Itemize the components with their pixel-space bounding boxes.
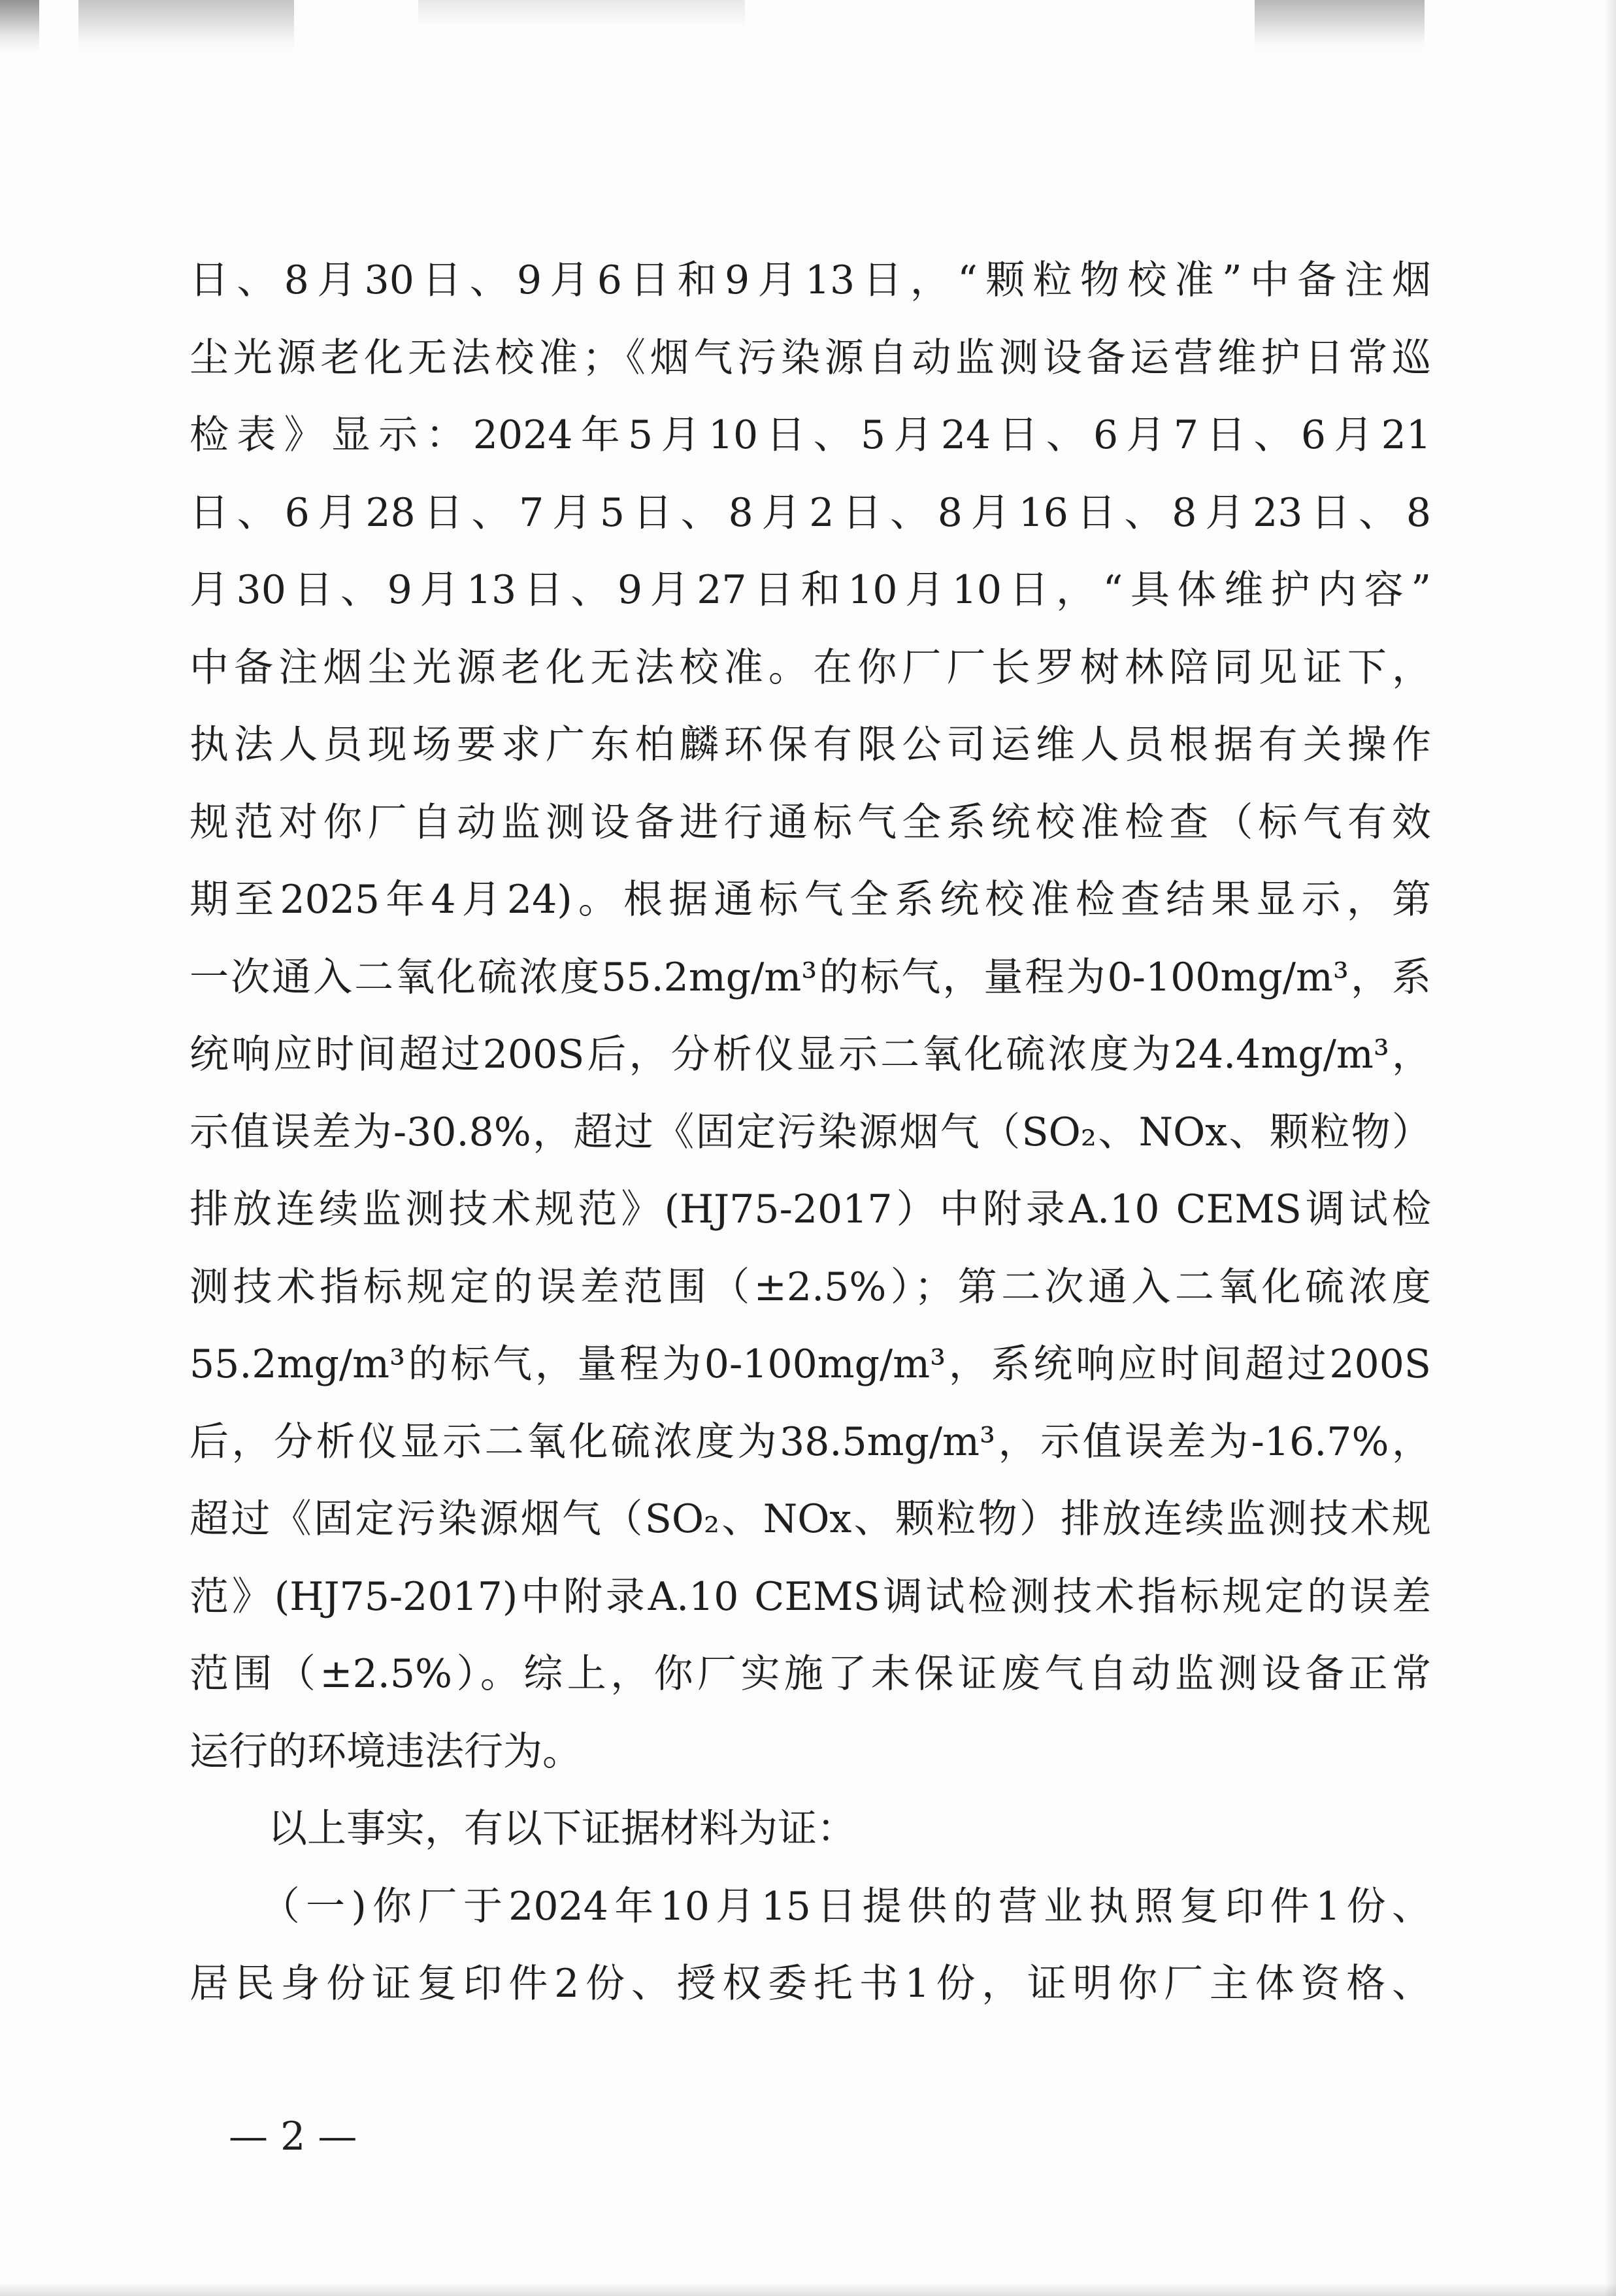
text-line: 后，分析仪显示二氧化硫浓度为38.5mg/m³，示值误差为-16.7%， <box>190 1419 1431 1465</box>
text-line: 日、6月28日、7月5日、8月2日、8月16日、8月23日、8 <box>190 489 1431 536</box>
text-line: 居民身份证复印件2份、授权委托书1份，证明你厂主体资格、 <box>190 1961 1431 2007</box>
body-text <box>190 242 1431 2023</box>
text-line: 日、8月30日、9月6日和9月13日，“颗粒物校准”中备注烟 <box>190 257 1431 303</box>
text-line: 示值误差为-30.8%，超过《固定污染源烟气（SO₂、NOx、颗粒物） <box>190 1109 1431 1155</box>
text-line: 期至2025年4月24)。根据通标气全系统校准检查结果显示，第 <box>190 877 1431 923</box>
scan-edge <box>1604 0 1616 2296</box>
text-line: 一次通入二氧化硫浓度55.2mg/m³的标气，量程为0-100mg/m³，系 <box>190 954 1431 1000</box>
text-line: 55.2mg/m³的标气，量程为0-100mg/m³，系统响应时间超过200S <box>190 1341 1431 1387</box>
text-line: 中备注烟尘光源老化无法校准。在你厂厂长罗树林陪同见证下， <box>190 644 1431 691</box>
scan-artifact <box>418 0 745 26</box>
scan-edge <box>0 2283 1616 2296</box>
text-line: 以上事实，有以下证据材料为证： <box>190 1806 856 1852</box>
text-line: 执法人员现场要求广东柏麟环保有限公司运维人员根据有关操作 <box>190 722 1431 768</box>
text-line: 运行的环境违法行为。 <box>190 1728 582 1775</box>
text-line: 月30日、9月13日、9月27日和10月10日，“具体维护内容” <box>190 567 1431 613</box>
text-line: 排放连续监测技术规范》(HJ75-2017）中附录A.10 CEMS调试检 <box>190 1187 1431 1232</box>
text-line: 规范对你厂自动监测设备进行通标气全系统校准检查（标气有效 <box>190 799 1431 845</box>
text-line: 尘光源老化无法校准；《烟气污染源自动监测设备运营维护日常巡 <box>190 335 1431 381</box>
scan-artifact <box>0 0 39 52</box>
text-line: 范》(HJ75-2017)中附录A.10 CEMS调试检测技术指标规定的误差 <box>190 1573 1431 1620</box>
scan-artifact <box>1255 0 1425 52</box>
text-line: 范围（±2.5%）。综上，你厂实施了未保证废气自动监测设备正常 <box>190 1651 1431 1697</box>
scan-artifact <box>78 0 294 52</box>
text-line: 测技术指标规定的误差范围（±2.5%）；第二次通入二氧化硫浓度 <box>190 1264 1431 1310</box>
page-number: — 2 — <box>229 2114 357 2159</box>
text-line: 统响应时间超过200S后，分析仪显示二氧化硫浓度为24.4mg/m³， <box>190 1032 1431 1077</box>
text-line: （一)你厂于2024年10月15日提供的营业执照复印件1份、 <box>190 1883 1431 1929</box>
text-line: 检表》显示：2024年5月10日、5月24日、6月7日、6月21 <box>190 412 1431 458</box>
text-line: 超过《固定污染源烟气（SO₂、NOx、颗粒物）排放连续监测技术规 <box>190 1496 1431 1542</box>
